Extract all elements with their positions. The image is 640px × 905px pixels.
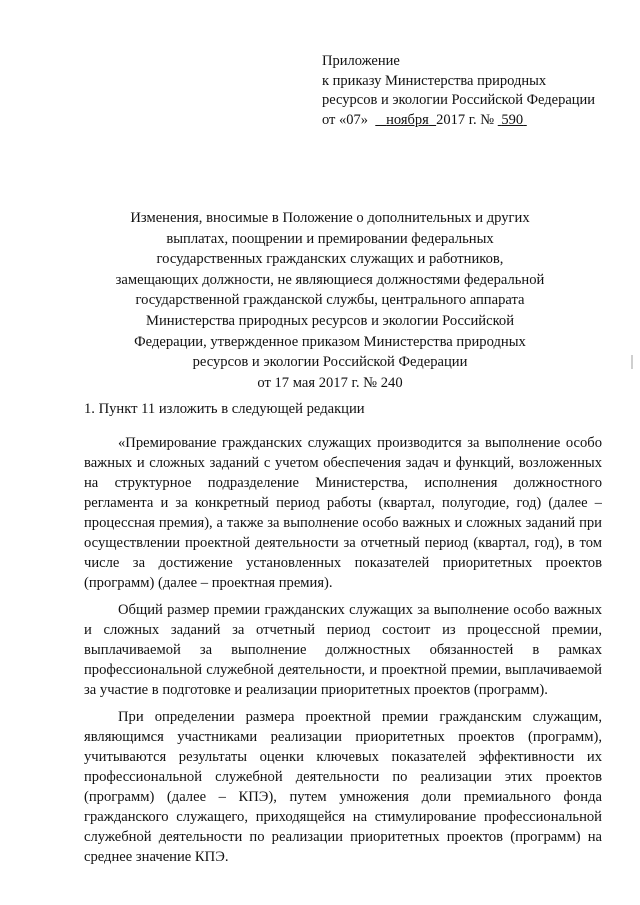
body-text [84, 433, 602, 874]
paragraph-line: важных и сложных заданий с учетом обеспечения задач и функций, возложенных [84, 455, 602, 471]
paragraph-2 [84, 600, 602, 700]
title-line: Федерации, утвержденное приказом Министерства природных [134, 333, 526, 350]
document-title [100, 208, 560, 393]
title-line: государственных гражданских служащих и работников, [156, 251, 504, 268]
appendix-header [322, 52, 622, 130]
order-date-number [322, 111, 622, 131]
date-prefix: от «07» [322, 111, 369, 128]
paragraph-line: профессиональной служебной деятельности по реализации этих проектов [84, 769, 602, 785]
paragraph-line: осуществлении проектной деятельности за отчетный период (квартал, год), в том [84, 535, 602, 551]
year-part: 2017 г. № [436, 111, 495, 128]
paragraph-line: При определении размера проектной премии гражданским служащим, [118, 709, 602, 725]
title-line: государственной гражданской службы, центрального аппарата [135, 292, 525, 309]
paragraph-line: числе за достижение установленных показателей приоритетных проектов [84, 555, 602, 571]
order-number: 590 [501, 111, 524, 128]
paragraph-line: регламента и за конкретный период работы (квартал, полугодие, год) (далее – [84, 495, 602, 511]
paragraph-line: учитываются результаты оценки ключевых показателей эффективности их [84, 749, 602, 765]
title-line: Изменения, вносимые в Положение о дополнительных и других [130, 210, 530, 226]
paragraph-1 [84, 433, 602, 593]
order-reference: к приказу Министерства природных [322, 72, 547, 89]
title-line: замещающих должности, не являющиеся должностями федеральной [115, 271, 545, 288]
ministry-name: ресурсов и экологии Российской Федерации [322, 92, 596, 108]
paragraph-line: Общий размер премии гражданских служащих за выполнение особо важных [118, 602, 602, 618]
title-line: Министерства природных ресурсов и экологии Российской [145, 312, 515, 329]
appendix-label: Приложение [322, 53, 400, 69]
title-line: ресурсов и экологии Российской Федерации [192, 354, 468, 371]
paragraph-line: (программ) (далее – КПЭ), путем умножения доли премиального фонда [84, 789, 602, 805]
paragraph-line: являющимся участниками реализации приоритетных проектов (программ), [84, 729, 602, 745]
item-heading: 1. Пункт 11 изложить в следующей редакции [84, 401, 365, 417]
paragraph-line: «Премирование гражданских служащих производится за выполнение особо [118, 435, 602, 451]
paragraph-line: гражданского служащего, приходящейся на стимулирование профессиональной [84, 809, 602, 825]
paragraph-line: и сложных заданий за отчетный период состоит из процессной премии, [84, 622, 602, 638]
paragraph-line: (программ) (далее – проектная премия). [84, 575, 333, 591]
paragraph-3 [84, 707, 602, 867]
title-line: от 17 мая 2017 г. № 240 [257, 374, 403, 391]
paragraph-line: процессная премия), а также за выполнение особо важных и сложных заданий при [84, 515, 602, 531]
scan-edge-mark [631, 355, 633, 369]
paragraph-line: профессиональной служебной деятельности, и проектной премии, выплачиваемой [84, 662, 602, 678]
month-underlined: ноября [386, 111, 429, 128]
paragraph-line: среднее значение КПЭ. [84, 849, 229, 865]
title-line: выплатах, поощрении и премировании федеральных [166, 230, 494, 247]
paragraph-line: служебной деятельности по реализации приоритетных проектов (программ) на [84, 829, 602, 845]
paragraph-line: выплачиваемой за выполнение должностных обязанностей в рамках [84, 642, 602, 658]
paragraph-line: за участие в подготовке и реализации приоритетных проектов (программ). [84, 682, 548, 698]
paragraph-line: на структурное подразделение Министерства, исполнения должностного [84, 475, 602, 491]
